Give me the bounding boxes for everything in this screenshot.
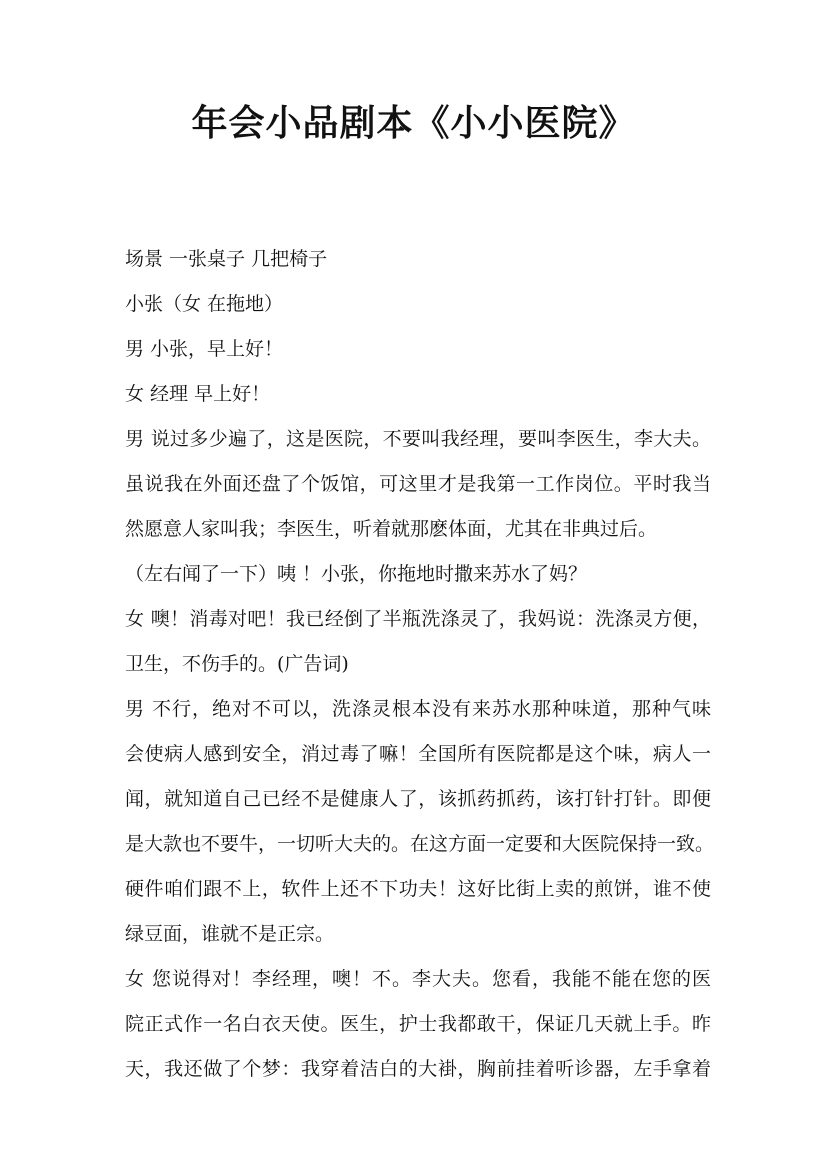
script-line: 男 小张，早上好！ (125, 338, 284, 360)
document-title: 年会小品剧本《小小医院》 (191, 102, 636, 144)
script-line: 小张（女 在拖地） (125, 293, 284, 315)
script-line: 男 说过多少遍了，这是医院，不要叫我经理，要叫李医生，李大夫。 (125, 428, 711, 450)
script-line: 卫生，不伤手的。(广告词) (125, 653, 349, 675)
script-line: 硬件咱们跟不上，软件上还不下功夫！这好比街上卖的煎饼，谁不使 (125, 878, 711, 900)
script-line: 绿豆面，谁就不是正宗。 (125, 923, 335, 945)
script-line: 女 您说得对！李经理，噢！不。李大夫。您看，我能不能在您的医 (125, 968, 711, 990)
script-line: 会使病人感到安全，消过毒了嘛！全国所有医院都是这个味，病人一 (125, 743, 711, 765)
script-line: 女 经理 早上好！ (125, 383, 271, 405)
script-line: 院正式作一名白衣天使。医生，护士我都敢干，保证几天就上手。昨 (125, 1013, 711, 1035)
script-body (125, 237, 715, 1092)
script-line: （左右闻了一下）咦 ！小张，你拖地时撒来苏水了妈？ (125, 563, 588, 585)
script-line: 然愿意人家叫我；李医生，听着就那麽体面，尤其在非典过后。 (125, 518, 658, 540)
script-line: 男 不行，绝对不可以，洗涤灵根本没有来苏水那种味道，那种气味 (125, 698, 711, 720)
script-line: 闻，就知道自己已经不是健康人了，该抓药抓药，该打针打针。即便 (125, 788, 711, 810)
script-line: 场景 一张桌子 几把椅子 (125, 248, 328, 270)
script-line: 天，我还做了个梦：我穿着洁白的大褂，胸前挂着听诊器，左手拿着 (125, 1058, 711, 1080)
script-line: 是大款也不要牛，一切听大夫的。在这方面一定要和大医院保持一致。 (125, 833, 715, 855)
script-line: 虽说我在外面还盘了个饭馆，可这里才是我第一工作岗位。平时我当 (125, 473, 711, 495)
script-line: 女 噢！消毒对吧！我已经倒了半瓶洗涤灵了，我妈说：洗涤灵方便， (125, 608, 711, 630)
